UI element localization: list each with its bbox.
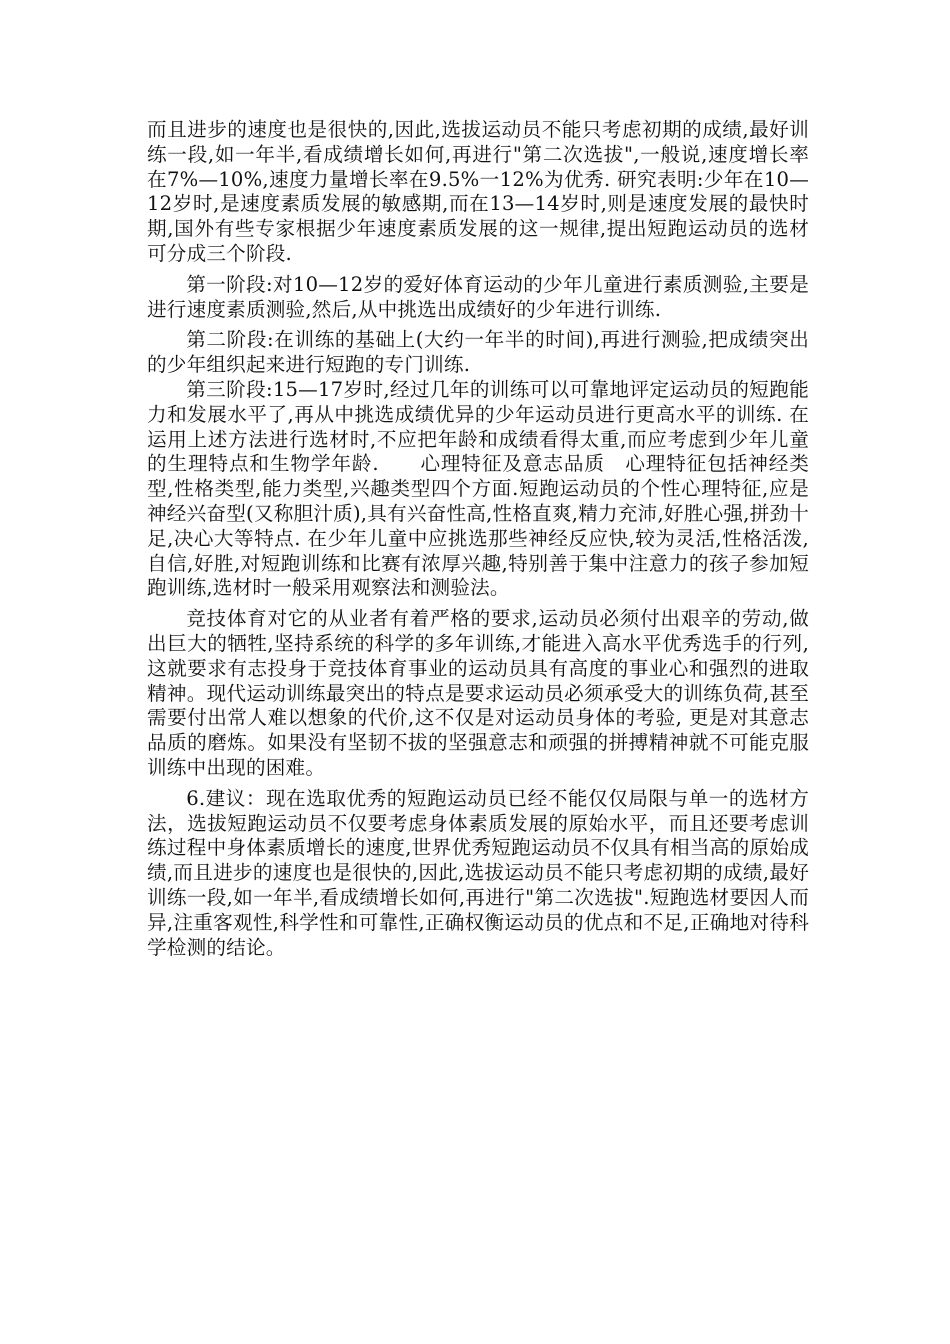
paragraph-competitive-sports: 竞技体育对它的从业者有着严格的要求,运动员必须付出艰辛的劳动,做出巨大的牺牲,坚持系统的科学的多年训练,才能进入高水平优秀选手的行列,这就要求有志投身于竞技体育事业的运动员具有高度的事业心和强烈的进取精神。现代运动训练最突出的特点是要求运动员必须承受大的训练负荷,甚至需要付出常人难以想象的代价,这不仅是对运动员身体的考验, 更是对其意志品质的磨炼。如果没有坚韧不拔的坚强意志和顽强的拼搏精神就不可能克服训练中出现的困难。 bbox=[147, 607, 809, 779]
document-body bbox=[147, 118, 809, 960]
paragraph-stage-three: 第三阶段:15—17岁时,经过几年的训练可以可靠地评定运动员的短跑能力和发展水平了,再从中挑选成绩优异的少年运动员进行更高水平的训练. 在运用上述方法进行选材时,不应把年龄和成绩看得太重,而应考虑到少年儿童的生理特点和生物学年龄. 心理特征及意志品质 心理特征包括神经类型,性格类型,能力类型,兴趣类型四个方面.短跑运动员的个性心理特征,应是神经兴奋型(又称胆汁质),具有兴奋性高,性格直爽,精力充沛,好胜心强,拼劲十足,决心大等特点. 在少年儿童中应挑选那些神经反应快,较为灵活,性格活泼,自信,好胜,对短跑训练和比赛有浓厚兴趣,特别善于集中注意力的孩子参加短跑训练,选材时一般采用观察法和测验法。 bbox=[147, 377, 809, 600]
paragraph-speed-selection: 而且进步的速度也是很快的,因此,选拔运动员不能只考虑初期的成绩,最好训练一段,如一年半,看成绩增长如何,再进行"第二次选拔",一般说,速度增长率在7%—10%,速度力量增长率在9.5%一12%为优秀. 研究表明:少年在10—12岁时,是速度素质发展的敏感期,而在13—14岁时,则是速度发展的最快时期,国外有些专家根据少年速度素质发展的这一规律,提出短跑运动员的选材可分成三个阶段. bbox=[147, 118, 809, 265]
paragraph-stage-one: 第一阶段:对10—12岁的爱好体育运动的少年儿童进行素质测验,主要是进行速度素质测验,然后,从中挑选出成绩好的少年进行训练. bbox=[147, 272, 809, 321]
paragraph-suggestion: 6.建议：现在选取优秀的短跑运动员已经不能仅仅局限与单一的选材方法，选拔短跑运动员不仅要考虑身体素质发展的原始水平，而且还要考虑训练过程中身体素质增长的速度,世界优秀短跑运动员不仅具有相当高的原始成绩,而且进步的速度也是很快的,因此,选拔运动员不能只考虑初期的成绩,最好训练一段,如一年半,看成绩增长如何,再进行"第二次选拔".短跑选材要因人而异,注重客观性,科学性和可靠性,正确权衡运动员的优点和不足,正确地对待科学检测的结论。 bbox=[147, 786, 809, 959]
paragraph-stage-two: 第二阶段:在训练的基础上(大约一年半的时间),再进行测验,把成绩突出的少年组织起来进行短跑的专门训练. bbox=[147, 328, 809, 377]
